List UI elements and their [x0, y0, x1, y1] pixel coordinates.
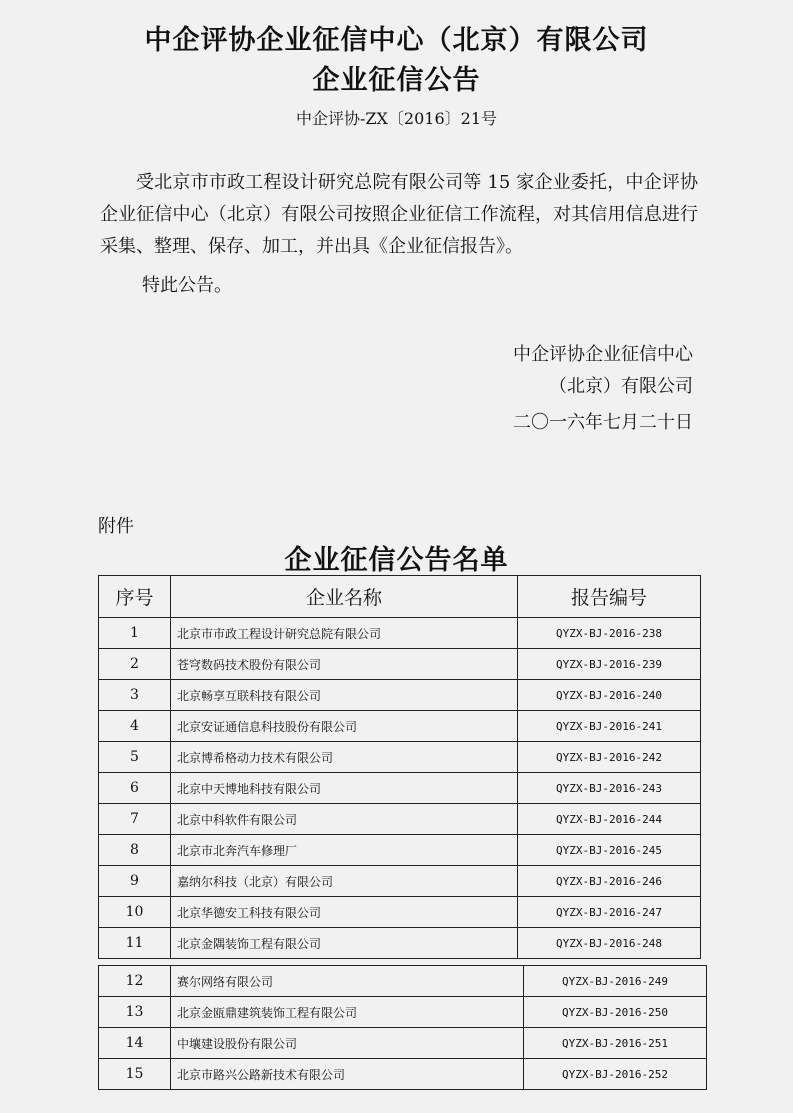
row-no: 2 — [99, 649, 171, 680]
row-code: QYZX-BJ-2016-243 — [518, 773, 701, 804]
row-name: 北京市北奔汽车修理厂 — [171, 835, 518, 866]
row-name: 北京安证通信息科技股份有限公司 — [171, 711, 518, 742]
document-title-line2: 企业征信公告 — [312, 65, 481, 96]
table-row — [99, 897, 701, 928]
row-no: 12 — [99, 966, 171, 997]
row-code: QYZX-BJ-2016-238 — [518, 618, 701, 649]
header-company-name: 企业名称 — [171, 576, 518, 618]
table-row — [99, 866, 701, 897]
row-name: 苍穹数码技术股份有限公司 — [171, 649, 518, 680]
row-code: QYZX-BJ-2016-246 — [518, 866, 701, 897]
table-row — [99, 804, 701, 835]
row-name: 北京市市政工程设计研究总院有限公司 — [171, 618, 518, 649]
table-row — [99, 649, 701, 680]
signature-date: 二〇一六年七月二十日 — [513, 412, 693, 433]
table-row — [99, 835, 701, 866]
row-code: QYZX-BJ-2016-242 — [518, 742, 701, 773]
row-no: 15 — [99, 1059, 171, 1090]
row-code: QYZX-BJ-2016-248 — [518, 928, 701, 959]
row-name: 北京市路兴公路新技术有限公司 — [171, 1059, 524, 1090]
announcement-notice: 特此公告。 — [142, 275, 232, 296]
row-no: 1 — [99, 618, 171, 649]
table-row — [99, 742, 701, 773]
row-code: QYZX-BJ-2016-251 — [524, 1028, 707, 1059]
table-row — [99, 1028, 707, 1059]
table-row — [99, 618, 701, 649]
company-table — [98, 575, 701, 959]
row-code: QYZX-BJ-2016-240 — [518, 680, 701, 711]
row-code: QYZX-BJ-2016-252 — [524, 1059, 707, 1090]
row-name: 北京畅享互联科技有限公司 — [171, 680, 518, 711]
table-row — [99, 711, 701, 742]
row-code: QYZX-BJ-2016-239 — [518, 649, 701, 680]
row-no: 4 — [99, 711, 171, 742]
row-no: 9 — [99, 866, 171, 897]
row-code: QYZX-BJ-2016-245 — [518, 835, 701, 866]
row-no: 13 — [99, 997, 171, 1028]
row-name: 赛尔网络有限公司 — [171, 966, 524, 997]
row-no: 14 — [99, 1028, 171, 1059]
signature-org-line1: 中企评协企业征信中心 — [513, 344, 693, 365]
company-table-continued — [98, 965, 707, 1090]
row-no: 7 — [99, 804, 171, 835]
row-name: 北京中天博地科技有限公司 — [171, 773, 518, 804]
row-code: QYZX-BJ-2016-250 — [524, 997, 707, 1028]
table-row — [99, 966, 707, 997]
signature-org-line2: （北京）有限公司 — [549, 376, 693, 397]
document-title-line1: 中企评协企业征信中心（北京）有限公司 — [144, 25, 649, 56]
table-header-row — [99, 576, 701, 618]
row-no: 8 — [99, 835, 171, 866]
table-row — [99, 680, 701, 711]
row-no: 11 — [99, 928, 171, 959]
row-no: 5 — [99, 742, 171, 773]
row-no: 3 — [99, 680, 171, 711]
document-number: 中企评协-ZX〔2016〕21号 — [296, 109, 497, 128]
row-name: 中壤建设股份有限公司 — [171, 1028, 524, 1059]
table-row — [99, 997, 707, 1028]
row-name: 北京华德安工科技有限公司 — [171, 897, 518, 928]
attachment-label: 附件 — [98, 516, 134, 537]
row-code: QYZX-BJ-2016-249 — [524, 966, 707, 997]
table-row — [99, 773, 701, 804]
header-report-code: 报告编号 — [518, 576, 701, 618]
row-code: QYZX-BJ-2016-244 — [518, 804, 701, 835]
header-serial: 序号 — [99, 576, 171, 618]
row-name: 北京金隅装饰工程有限公司 — [171, 928, 518, 959]
row-name: 北京金瓯鼎建筑装饰工程有限公司 — [171, 997, 524, 1028]
row-no: 10 — [99, 897, 171, 928]
row-name: 嘉纳尔科技（北京）有限公司 — [171, 866, 518, 897]
table-row — [99, 1059, 707, 1090]
row-code: QYZX-BJ-2016-241 — [518, 711, 701, 742]
announcement-paragraph: 受北京市市政工程设计研究总院有限公司等 15 家企业委托，中企评协企业征信中心（北京）有限公司按照企业征信工作流程，对其信用信息进行采集、整理、保存、加工，并出具《企业征信报告》。 — [100, 172, 698, 257]
list-title: 企业征信公告名单 — [284, 545, 509, 576]
row-name: 北京博希格动力技术有限公司 — [171, 742, 518, 773]
row-no: 6 — [99, 773, 171, 804]
row-name: 北京中科软件有限公司 — [171, 804, 518, 835]
table-row — [99, 928, 701, 959]
row-code: QYZX-BJ-2016-247 — [518, 897, 701, 928]
